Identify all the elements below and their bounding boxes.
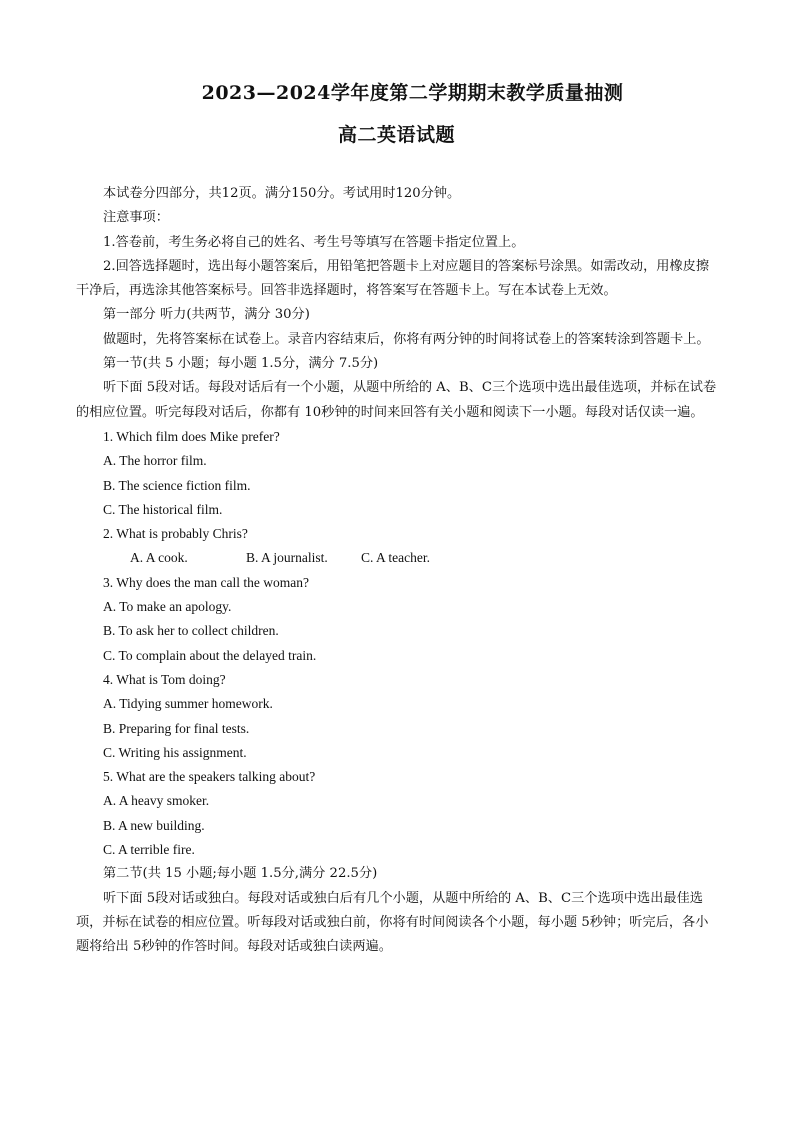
question-option: C. A teacher. xyxy=(361,550,430,566)
section2-heading: 第二节(共 15 小题;每小题 1.5分,满分 22.5分) xyxy=(103,866,378,882)
part1-heading: 第一部分 听力(共两节，满分 30分) xyxy=(103,307,310,323)
question-stem: 5. What are the speakers talking about? xyxy=(103,769,316,785)
section2-instruction: 听下面 5段对话或独白。每段对话或独白后有几个小题，从题中所给的 A、B、C三个选项中选出最佳选项，并标在试卷的相应位置。听每段对话或独白前，你将有时间阅读各个小题，每小题 5秒钟；听完后，各小题将给出 5秒钟的作答时间。每段对话或独白读两遍。 xyxy=(76,890,709,955)
notice-label: 注意事项： xyxy=(103,210,169,226)
exam-title: 2023—2024学年度第二学期期末教学质量抽测 xyxy=(201,82,624,104)
question-stem: 3. Why does the man call the woman? xyxy=(103,574,309,590)
question-option: B. A journalist. xyxy=(246,550,328,566)
notice-item-1: 1.答卷前，考生务必将自己的姓名、考生号等填写在答题卡指定位置上。 xyxy=(103,234,525,250)
question-option: B. The science fiction film. xyxy=(103,477,251,493)
question-stem: 2. What is probably Chris? xyxy=(103,526,248,542)
question-option: B. A new building. xyxy=(103,817,205,833)
intro-line: 本试卷分四部分，共12页。满分150分。考试用时120分钟。 xyxy=(103,186,461,201)
question-stem: 1. Which film does Mike prefer? xyxy=(103,428,280,444)
question-option: A. The horror film. xyxy=(103,453,207,469)
question-option: C. To complain about the delayed train. xyxy=(103,647,317,663)
question-option: C. A terrible fire. xyxy=(103,842,195,858)
exam-subtitle: 高二英语试题 xyxy=(337,124,455,146)
question-options-row xyxy=(76,546,720,570)
question-option: B. To ask her to collect children. xyxy=(103,623,279,639)
exam-content xyxy=(76,182,720,960)
section1-instruction: 听下面 5段对话。每段对话后有一个小题，从题中所给的 A、B、C三个选项中选出最佳选项，并标在试卷的相应位置。听完每段对话后，你都有 10秒钟的时间来回答有关小题和阅读下一小题。每段对话仅读一遍。 xyxy=(76,380,717,420)
question-option: A. Tidying summer homework. xyxy=(103,696,273,712)
question-option: A. To make an apology. xyxy=(103,599,232,615)
question-option: C. Writing his assignment. xyxy=(103,744,247,760)
question-stem: 4. What is Tom doing? xyxy=(103,671,226,687)
notice-item-2: 2.回答选择题时，选出每小题答案后，用铅笔把答题卡上对应题目的答案标号涂黑。如需改动，用橡皮擦干净后，再选涂其他答案标号。回答非选择题时，将答案写在答题卡上。写在本试卷上无效。 xyxy=(76,258,710,299)
question-option: A. A heavy smoker. xyxy=(103,793,210,809)
question-option: B. Preparing for final tests. xyxy=(103,720,250,736)
question-option: C. The historical film. xyxy=(103,501,223,517)
section1-heading: 第一节(共 5 小题；每小题 1.5分，满分 7.5分) xyxy=(103,356,379,372)
question-option: A. A cook. xyxy=(130,550,188,566)
part1-instruction: 做题时，先将答案标在试卷上。录音内容结束后，你将有两分钟的时间将试卷上的答案转涂到答题卡上。 xyxy=(103,331,710,347)
